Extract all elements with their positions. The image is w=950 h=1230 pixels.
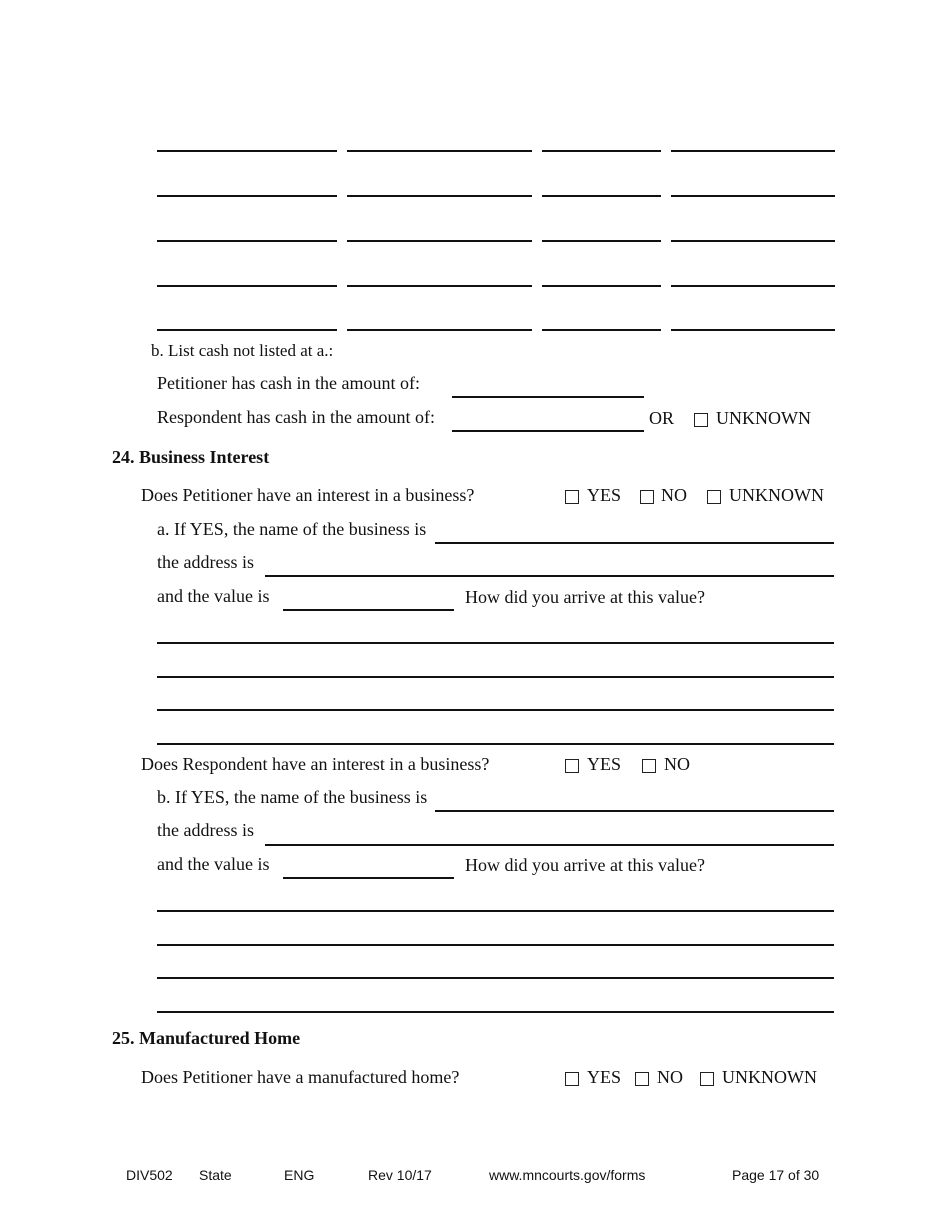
respondent-cash-label: Respondent has cash in the amount of: bbox=[157, 407, 435, 427]
petitioner-business-unknown-label: UNKNOWN bbox=[729, 485, 824, 505]
petitioner-business-explanation-line[interactable] bbox=[157, 642, 834, 644]
petitioner-business-explanation-line[interactable] bbox=[157, 709, 834, 711]
respondent-business-yes-checkbox[interactable] bbox=[565, 759, 579, 773]
table-cell-line[interactable] bbox=[157, 329, 337, 331]
table-cell-line[interactable] bbox=[542, 150, 661, 152]
respondent-business-question: Does Respondent have an interest in a business? bbox=[141, 754, 490, 774]
table-cell-line[interactable] bbox=[671, 329, 835, 331]
respondent-business-explanation-line[interactable] bbox=[157, 910, 834, 912]
respondent-cash-field[interactable] bbox=[452, 430, 644, 432]
respondent-business-explanation-line[interactable] bbox=[157, 977, 834, 979]
petitioner-business-yes-checkbox[interactable] bbox=[565, 490, 579, 504]
petitioner-business-explanation-line[interactable] bbox=[157, 676, 834, 678]
or-label: OR bbox=[649, 408, 675, 428]
petitioner-business-no-label: NO bbox=[661, 485, 687, 505]
petitioner-business-how-label: How did you arrive at this value? bbox=[465, 587, 705, 607]
respondent-business-explanation-line[interactable] bbox=[157, 944, 834, 946]
manufactured-home-no-checkbox[interactable] bbox=[635, 1072, 649, 1086]
petitioner-business-explanation-line[interactable] bbox=[157, 743, 834, 745]
respondent-business-no-label: NO bbox=[664, 754, 690, 774]
footer-state: State bbox=[199, 1167, 232, 1183]
footer-url: www.mncourts.gov/forms bbox=[489, 1167, 646, 1183]
respondent-business-address-label: the address is bbox=[157, 820, 254, 840]
table-cell-line[interactable] bbox=[542, 329, 661, 331]
respondent-business-value-label: and the value is bbox=[157, 854, 270, 874]
table-cell-line[interactable] bbox=[157, 285, 337, 287]
petitioner-cash-label: Petitioner has cash in the amount of: bbox=[157, 373, 420, 393]
cash-not-listed-label: b. List cash not listed at a.: bbox=[151, 341, 334, 360]
footer-form-id: DIV502 bbox=[126, 1167, 173, 1183]
section-25-heading: 25. Manufactured Home bbox=[112, 1028, 301, 1048]
footer-page-number: Page 17 of 30 bbox=[732, 1167, 820, 1183]
table-cell-line[interactable] bbox=[542, 240, 661, 242]
table-cell-line[interactable] bbox=[671, 150, 835, 152]
respondent-business-name-field[interactable] bbox=[435, 810, 834, 812]
manufactured-home-yes-label: YES bbox=[587, 1067, 622, 1087]
manufactured-home-no-label: NO bbox=[657, 1067, 683, 1087]
petitioner-business-name-field[interactable] bbox=[435, 542, 834, 544]
petitioner-business-address-label: the address is bbox=[157, 552, 254, 572]
footer-language: ENG bbox=[284, 1167, 315, 1183]
table-cell-line[interactable] bbox=[347, 195, 532, 197]
respondent-business-how-label: How did you arrive at this value? bbox=[465, 855, 705, 875]
table-cell-line[interactable] bbox=[347, 329, 532, 331]
section-24-heading: 24. Business Interest bbox=[112, 447, 270, 467]
table-cell-line[interactable] bbox=[347, 285, 532, 287]
table-cell-line[interactable] bbox=[671, 240, 835, 242]
manufactured-home-question: Does Petitioner have a manufactured home? bbox=[141, 1067, 460, 1087]
table-cell-line[interactable] bbox=[542, 285, 661, 287]
respondent-business-explanation-line[interactable] bbox=[157, 1011, 834, 1013]
respondent-business-yes-label: YES bbox=[587, 754, 622, 774]
table-cell-line[interactable] bbox=[347, 240, 532, 242]
table-cell-line[interactable] bbox=[347, 150, 532, 152]
table-cell-line[interactable] bbox=[157, 195, 337, 197]
respondent-business-name-label: b. If YES, the name of the business is bbox=[157, 787, 428, 807]
table-cell-line[interactable] bbox=[157, 240, 337, 242]
petitioner-business-question: Does Petitioner have an interest in a business? bbox=[141, 485, 475, 505]
table-cell-line[interactable] bbox=[671, 285, 835, 287]
petitioner-business-value-field[interactable] bbox=[283, 609, 454, 611]
petitioner-business-name-label: a. If YES, the name of the business is bbox=[157, 519, 427, 539]
respondent-business-address-field[interactable] bbox=[265, 844, 834, 846]
respondent-cash-unknown-label: UNKNOWN bbox=[716, 408, 811, 428]
respondent-business-value-field[interactable] bbox=[283, 877, 454, 879]
manufactured-home-unknown-checkbox[interactable] bbox=[700, 1072, 714, 1086]
manufactured-home-yes-checkbox[interactable] bbox=[565, 1072, 579, 1086]
table-cell-line[interactable] bbox=[542, 195, 661, 197]
table-cell-line[interactable] bbox=[157, 150, 337, 152]
petitioner-business-no-checkbox[interactable] bbox=[640, 490, 654, 504]
petitioner-business-yes-label: YES bbox=[587, 485, 622, 505]
footer-revision: Rev 10/17 bbox=[368, 1167, 432, 1183]
manufactured-home-unknown-label: UNKNOWN bbox=[722, 1067, 817, 1087]
petitioner-business-value-label: and the value is bbox=[157, 586, 270, 606]
respondent-business-no-checkbox[interactable] bbox=[642, 759, 656, 773]
petitioner-business-unknown-checkbox[interactable] bbox=[707, 490, 721, 504]
respondent-cash-unknown-checkbox[interactable] bbox=[694, 413, 708, 427]
table-cell-line[interactable] bbox=[671, 195, 835, 197]
petitioner-cash-field[interactable] bbox=[452, 396, 644, 398]
petitioner-business-address-field[interactable] bbox=[265, 575, 834, 577]
